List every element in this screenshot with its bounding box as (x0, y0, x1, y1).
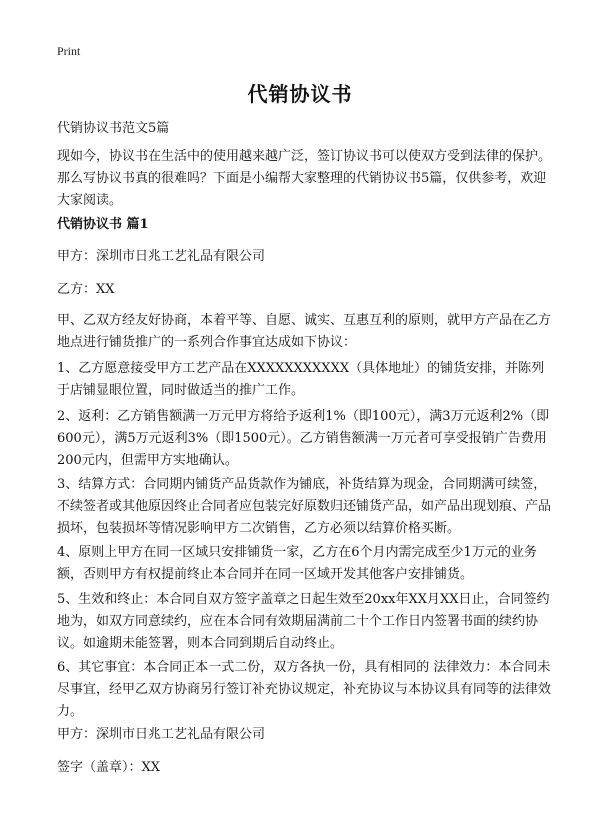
subtitle: 代销协议书范文5篇 (57, 121, 170, 136)
clause-5: 5、生效和终止：本合同自双方签字盖章之日起生效至20xx年XX月XX日止，合同签约地为，如双方同意续约，应在本合同有效期届满前二十个工作日内签署书面的续约协议。如逾期未能签署，则本合同到期后自动终止。 (57, 592, 550, 651)
preamble-paragraph: 甲、乙双方经友好协商，本着平等、自愿、诚实、互惠互利的原则，就甲方产品在乙方地点进行铺货推广的一系列合作事宜达成如下协议： (57, 313, 552, 350)
signature-party-a: 甲方：深圳市日兆工艺礼品有限公司 (57, 727, 266, 742)
signature-seal: 签字（盖章）：XX (57, 760, 161, 775)
clause-3: 3、结算方式：合同期内铺货产品货款作为铺底，补货结算为现金，合同期满可续签，不续签者或其他原因终止合同者应包装完好原数归还铺货产品，如产品出现划痕、产品损坏，包装损坏等情况影响甲方二次销售，乙方必须以结算价格买断。 (57, 477, 552, 536)
clause-4: 4、原则上甲方在同一区域只安排铺货一家，乙方在6个月内需完成至少1万元的业务额，否则甲方有权提前终止本合同并在同一区域开发其他客户安排铺货。 (57, 545, 537, 582)
clause-2: 2、返利：乙方销售额满一万元甲方将给予返利1%（即100元），满3万元返利2%（即600元），满5万元返利3%（即1500元）。乙方销售额满一万元者可享受报销广告费用200元内，但需甲方实地确认。 (57, 409, 550, 468)
party-b: 乙方：XX (57, 282, 115, 297)
clause-6: 6、其它事宜：本合同正本一式二份，双方各执一份，具有相同的 法律效力：本合同未尽事宜，经甲乙双方协商另行签订补充协议规定，补充协议与本协议具有同等的法律效力。 (57, 660, 552, 719)
section-title: 代销协议书 篇1 (57, 217, 149, 232)
intro-paragraph: 现如今，协议书在生活中的使用越来越广泛，签订协议书可以使双方受到法律的保护。那么写协议书真的很难吗？下面是小编帮大家整理的代销协议书5篇，仅供参考，欢迎大家阅读。 (57, 149, 552, 208)
clause-1: 1、乙方愿意接受甲方工艺产品在XXXXXXXXXXX（具体地址）的铺货安排，并陈列于店铺显眼位置，同时做适当的推广工作。 (57, 361, 545, 398)
page-title: 代销协议书 (247, 82, 353, 106)
party-a: 甲方：深圳市日兆工艺礼品有限公司 (57, 249, 266, 264)
print-label: Print (57, 44, 81, 58)
